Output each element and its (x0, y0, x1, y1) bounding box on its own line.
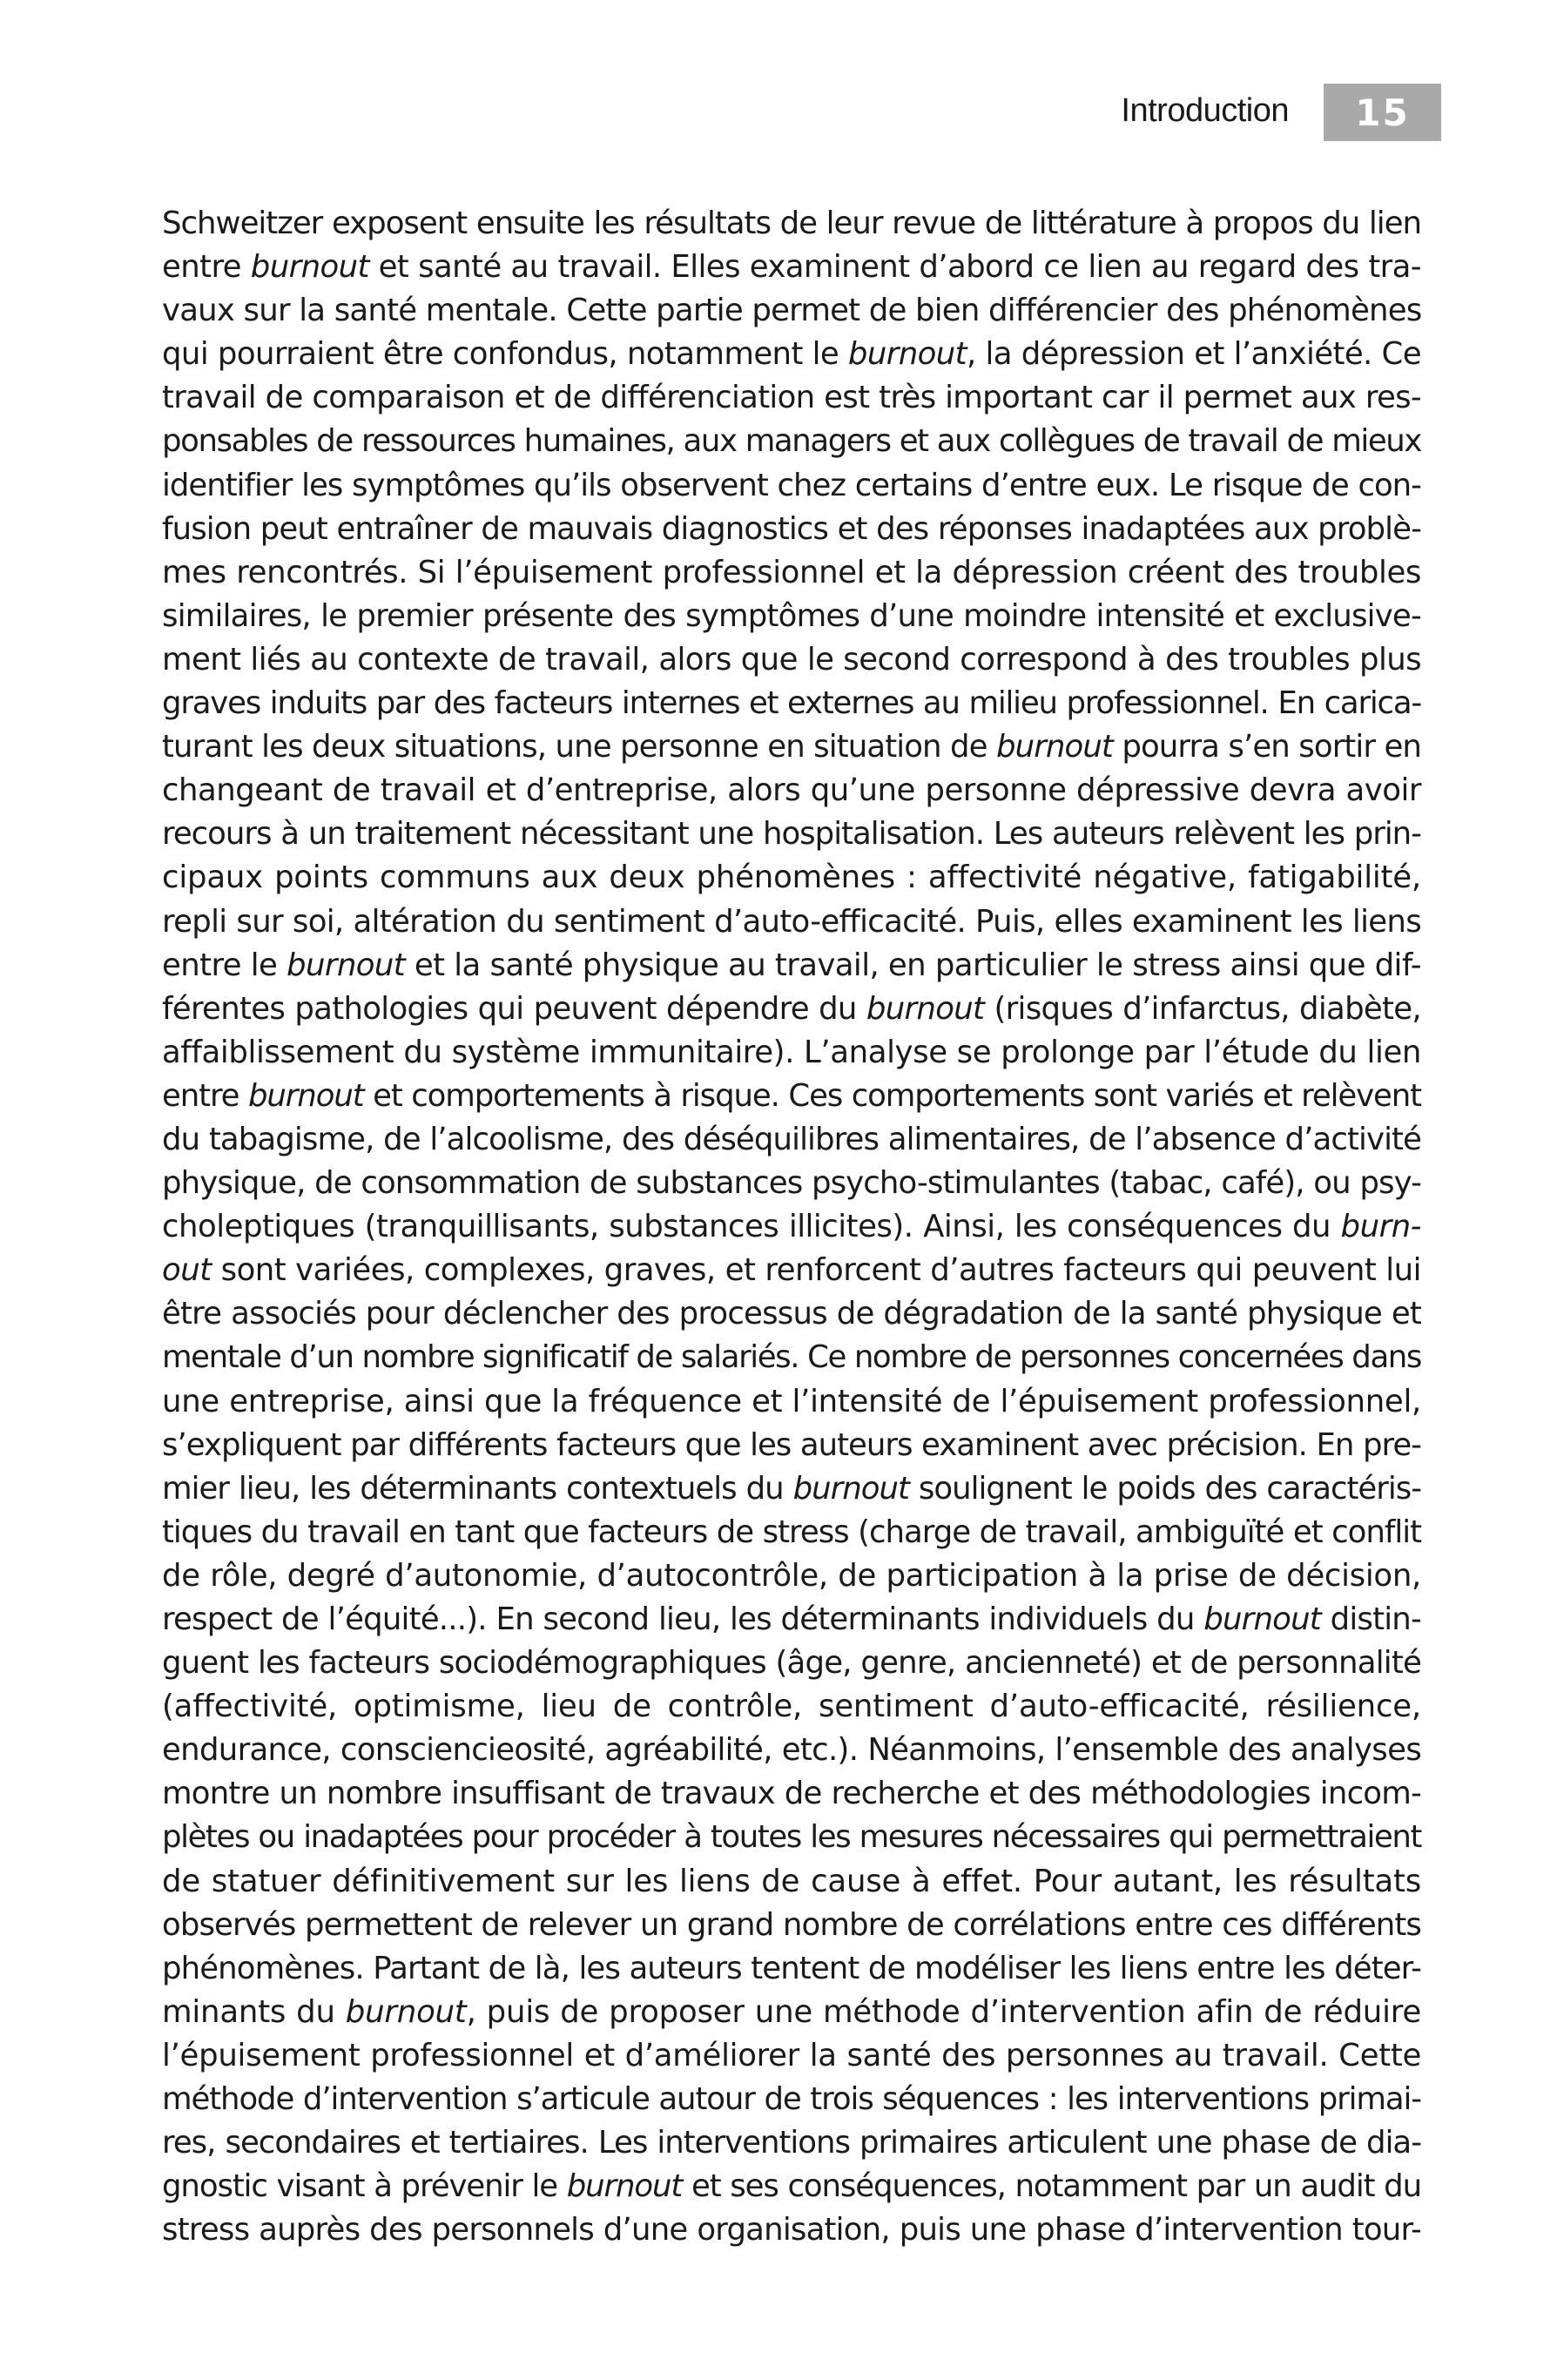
text-line: entre le burnout et la santé physique au travail, en particulier le stress ainsi que dif- (162, 947, 1421, 983)
text-line: s’expliquent par différents facteurs que les auteurs examinent avec précision. En pre- (162, 1426, 1421, 1463)
text-line: montre un nombre insuffisant de travaux de recherche et des méthodologies incom- (162, 1776, 1421, 1812)
text-line: l’épuisement professionnel et d’améliorer la santé des personnes au travail. Cette (162, 2037, 1421, 2073)
text-line: une entreprise, ainsi que la fréquence et l’intensité de l’épuisement professionnel, (162, 1383, 1421, 1419)
page-number-box (1324, 84, 1441, 141)
text-line: similaires, le premier présente des symptômes d’une moindre intensité et exclusive- (162, 597, 1421, 634)
running-header-title: Introduction (1121, 92, 1289, 129)
text-line: affaiblissement du système immunitaire). L’analyse se prolonge par l’étude du lien (162, 1034, 1421, 1070)
text-line: changeant de travail et d’entreprise, alors qu’une personne dépressive devra avoir (162, 772, 1421, 809)
text-line: physique, de consommation de substances psycho-stimulantes (tabac, café), ou psy- (162, 1165, 1421, 1202)
text-line: plètes ou inadaptées pour procéder à toutes les mesures nécessaires qui permettraient (162, 1819, 1421, 1856)
text-line: observés permettent de relever un grand nombre de corrélations entre ces différents (162, 1906, 1421, 1943)
text-line: gnostic visant à prévenir le burnout et ses conséquences, notamment par un audit du (162, 2168, 1421, 2205)
text-line: guent les facteurs sociodémographiques (âge, genre, ancienneté) et de personnalité (162, 1645, 1421, 1682)
text-line: ment liés au contexte de travail, alors que le second correspond à des troubles plus (162, 641, 1421, 678)
text-line: tiques du travail en tant que facteurs de stress (charge de travail, ambiguïté et conflit (162, 1514, 1421, 1550)
text-line: vaux sur la santé mentale. Cette partie permet de bien différencier des phénomènes (162, 293, 1422, 329)
text-line: ponsables de ressources humaines, aux managers et aux collègues de travail de mieux (162, 423, 1421, 460)
page-number: 15 (1355, 91, 1410, 134)
text-line: minants du burnout, puis de proposer une méthode d’intervention afin de réduire (162, 1993, 1422, 2030)
text-line: du tabagisme, de l’alcoolisme, des déséquilibres alimentaires, de l’absence d’activité (162, 1121, 1421, 1157)
text-line: mentale d’un nombre significatif de salariés. Ce nombre de personnes concernées dans (162, 1339, 1421, 1376)
text-line: méthode d’intervention s’articule autour de trois séquences : les interventions primai- (162, 2081, 1421, 2118)
text-line: qui pourraient être confondus, notamment le burnout, la dépression et l’anxiété. Ce (162, 336, 1421, 373)
text-line: repli sur soi, altération du sentiment d’auto-efficacité. Puis, elles examinent les liens (162, 903, 1421, 940)
text-line: graves induits par des facteurs internes et externes au milieu professionnel. En carica- (162, 685, 1421, 722)
italic-term: burnout (286, 947, 406, 983)
italic-term: burnout (866, 990, 985, 1027)
text-line: être associés pour déclencher des processus de dégradation de la santé physique et (162, 1296, 1421, 1332)
text-line: identifier les symptômes qu’ils observent chez certains d’entre eux. Le risque de con- (162, 467, 1421, 503)
text-line: endurance, consciencieosité, agréabilité, etc.). Néanmoins, l’ensemble des analyses (162, 1732, 1421, 1769)
italic-term: burnout (250, 249, 369, 286)
text-line: de statuer définitivement sur les liens de cause à effet. Pour autant, les résultats (162, 1863, 1421, 1899)
text-line: choleptiques (tranquillisants, substances illicites). Ainsi, les conséquences du burn- (162, 1209, 1421, 1245)
text-line: turant les deux situations, une personne en situation de burnout pourra s’en sortir en (162, 729, 1421, 765)
text-line: mier lieu, les déterminants contextuels du burnout soulignent le poids des caractéris- (162, 1470, 1421, 1507)
text-line: (affectivité, optimisme, lieu de contrôle, sentiment d’auto-efficacité, résilience, (162, 1689, 1421, 1725)
text-line: férentes pathologies qui peuvent dépendre du burnout (risques d’infarctus, diabète, (162, 990, 1421, 1027)
text-line: Schweitzer exposent ensuite les résultats de leur revue de littérature à propos du lien (162, 206, 1421, 241)
text-line: de rôle, degré d’autonomie, d’autocontrôle, de participation à la prise de décision, (162, 1557, 1421, 1594)
italic-term: burnout (995, 729, 1113, 765)
text-line: phénomènes. Partant de là, les auteurs tentent de modéliser les liens entre les déter- (162, 1950, 1421, 1986)
italic-term: burnout (847, 336, 967, 373)
text-line: fusion peut entraîner de mauvais diagnostics et des réponses inadaptées aux problè- (162, 510, 1421, 547)
text-line: stress auprès des personnels d’une organisation, puis une phase d’intervention tour- (162, 2212, 1421, 2249)
italic-term: burnout (1203, 1601, 1321, 1637)
text-line: cipaux points communs aux deux phénomènes : affectivité négative, fatigabilité, (162, 860, 1421, 896)
italic-term: burnout (566, 2168, 683, 2205)
italic-term: burnout (345, 1993, 467, 2030)
text-line: entre burnout et comportements à risque. Ces comportements sont variés et relèvent (162, 1077, 1421, 1114)
body-paragraph (162, 202, 1421, 2252)
italic-term: out (162, 1252, 212, 1289)
text-line: recours à un traitement nécessitant une hospitalisation. Les auteurs relèvent les prin- (162, 816, 1421, 853)
italic-term: burnout (247, 1077, 364, 1114)
italic-term: burn- (1340, 1209, 1421, 1245)
text-line: travail de comparaison et de différenciation est très important car il permet aux res- (162, 380, 1421, 416)
text-line: entre burnout et santé au travail. Elles examinent d’abord ce lien au regard des tra- (162, 249, 1421, 286)
italic-term: burnout (792, 1470, 909, 1507)
text-line: respect de l’équité...). En second lieu, les déterminants individuels du burnout distin- (162, 1601, 1422, 1637)
text-line: out sont variées, complexes, graves, et renforcent d’autres facteurs qui peuvent lui (162, 1252, 1421, 1289)
text-line: res, secondaires et tertiaires. Les interventions primaires articulent une phase de dia- (162, 2125, 1421, 2161)
text-line: mes rencontrés. Si l’épuisement professionnel et la dépression créent des troubles (162, 554, 1421, 590)
running-header (1045, 84, 1441, 141)
